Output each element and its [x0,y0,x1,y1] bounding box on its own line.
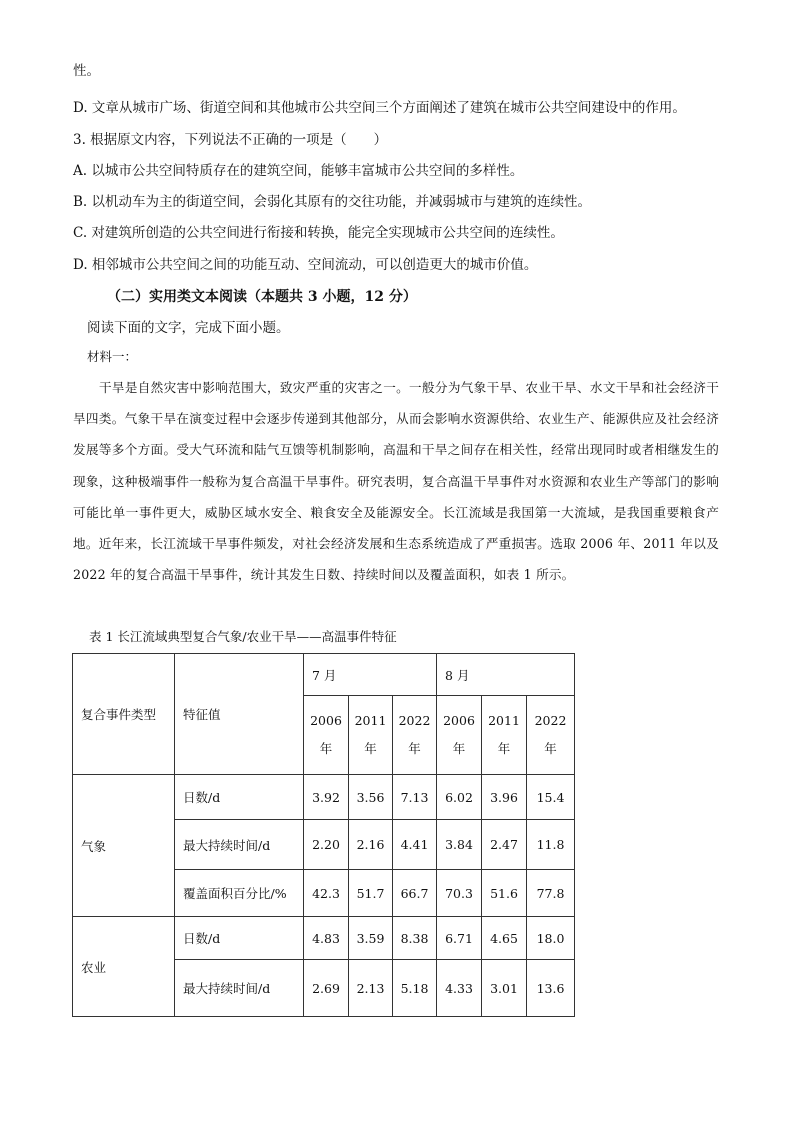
header-type: 复合事件类型 [73,654,175,775]
table-header-row [73,654,575,696]
value-cell: 51.6 [482,870,527,917]
value-cell: 6.02 [437,775,482,820]
value-cell: 2.20 [304,820,349,870]
feature-cell: 最大持续时间/d [175,820,304,870]
text-line: 性。 [73,63,100,79]
value-cell: 42.3 [304,870,349,917]
value-cell: 66.7 [393,870,437,917]
data-table [72,653,575,1017]
value-cell: 8.38 [393,917,437,960]
value-cell: 18.0 [527,917,575,960]
value-cell: 70.3 [437,870,482,917]
option-c: C. 对建筑所创造的公共空间进行衔接和转换，能完全实现城市公共空间的连续性。 [73,225,564,241]
value-cell: 3.01 [482,960,527,1017]
option-b: B. 以机动车为主的街道空间，会弱化其原有的交往功能，并减弱城市与建筑的连续性。 [73,194,592,210]
option-a: A. 以城市公共空间特质存在的建筑空间，能够丰富城市公共空间的多样性。 [73,163,524,179]
value-cell: 4.33 [437,960,482,1017]
year-cell: 2006 年 [304,696,349,775]
value-cell: 13.6 [527,960,575,1017]
option-d-prev: D. 文章从城市广场、街道空间和其他城市公共空间三个方面阐述了建筑在城市公共空间建设中的作用。 [73,100,686,116]
year-cell: 2011 年 [349,696,393,775]
value-cell: 3.92 [304,775,349,820]
feature-cell: 日数/d [175,775,304,820]
value-cell: 4.83 [304,917,349,960]
value-cell: 4.65 [482,917,527,960]
value-cell: 15.4 [527,775,575,820]
value-cell: 3.84 [437,820,482,870]
value-cell: 2.13 [349,960,393,1017]
header-month-august: 8 月 [437,654,575,696]
question-3: 3. 根据原文内容，下列说法不正确的一项是（ ） [73,132,388,148]
year-cell: 2022 年 [393,696,437,775]
value-cell: 51.7 [349,870,393,917]
year-cell: 2011 年 [482,696,527,775]
value-cell: 3.59 [349,917,393,960]
feature-cell: 日数/d [175,917,304,960]
material-label: 材料一： [87,349,138,364]
feature-cell: 覆盖面积百分比/% [175,870,304,917]
value-cell: 2.69 [304,960,349,1017]
value-cell: 2.47 [482,820,527,870]
value-cell: 5.18 [393,960,437,1017]
value-cell: 11.8 [527,820,575,870]
group-label-agricultural: 农业 [73,917,175,1017]
year-cell: 2022 年 [527,696,575,775]
value-cell: 2.16 [349,820,393,870]
value-cell: 77.8 [527,870,575,917]
table-row [73,775,575,820]
feature-cell: 最大持续时间/d [175,960,304,1017]
material-paragraph: 干旱是自然灾害中影响范围大，致灾严重的灾害之一。一般分为气象干旱、农业干旱、水文干旱和社会经济干旱四类。气象干旱在演变过程中会逐步传递到其他部分，从而会影响水资源供给、农业生产、能源供应及社会经济发展等多个方面。受大气环流和陆气互馈等机制影响，高温和干旱之间存在相关性，经常出现同时或者相继发生的现象，这种极端事件一般称为复合高温干旱事件。研究表明，复合高温干旱事件对水资源和农业生产等部门的影响可能比单一事件更大，威胁区域水安全、粮食安全及能源安全。长江流域是我国第一大流域，是我国重要粮食产地。近年来，长江流域干旱事件频发，对社会经济发展和生态系统造成了严重损害。选取 2006 年、2011 年以及 2022 年的复合高温干旱事件，统计其发生日数、持续时间以及覆盖面积，如表 1 所示。 [73,380,719,583]
group-label-meteorological: 气象 [73,775,175,917]
section-heading: （二）实用类文本阅读（本题共 3 小题，12 分） [107,289,417,305]
header-month-july: 7 月 [304,654,437,696]
year-cell: 2006 年 [437,696,482,775]
reading-instruction: 阅读下面的文字，完成下面小题。 [87,320,290,336]
table-row [73,917,575,960]
value-cell: 7.13 [393,775,437,820]
option-d: D. 相邻城市公共空间之间的功能互动、空间流动，可以创造更大的城市价值。 [73,257,538,273]
value-cell: 3.96 [482,775,527,820]
table-caption: 表 1 长江流域典型复合气象/农业干旱——高温事件特征 [89,629,397,644]
header-feature: 特征值 [175,654,304,775]
value-cell: 4.41 [393,820,437,870]
value-cell: 6.71 [437,917,482,960]
value-cell: 3.56 [349,775,393,820]
